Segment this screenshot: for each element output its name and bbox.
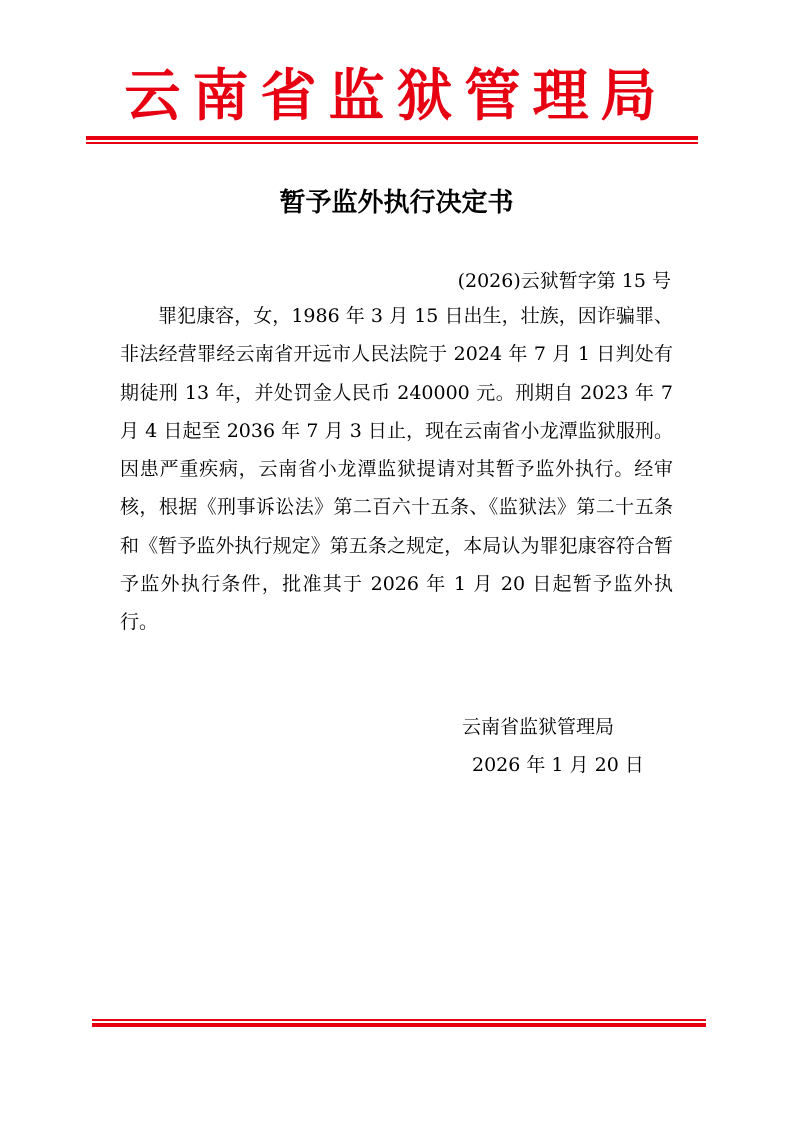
document-title: 暂予监外执行决定书 (279, 188, 514, 218)
top-red-rule-thin (86, 142, 698, 144)
document-body: 罪犯康容，女，1986 年 3 月 15 日出生，壮族，因诈骗罪、非法经营罪经云南省开远市人民法院于 2024 年 7 月 1 日判处有期徒刑 13 年，并处罚金人民币 240000 元。刑期自 2023 年 7 月 4 日起至 2036 年 7 月 3 日止，现在云南省小龙潭监狱服刑。因患严重疾病，云南省小龙潭监狱提请对其暂予监外执行。经审核，根据《刑事诉讼法》第二百六十五条、《监狱法》第二十五条和《暂予监外执行规定》第五条之规定，本局认为罪犯康容符合暂予监外执行条件，批准其于 2026 年 1 月 20 日起暂予监外执行。 (120, 305, 673, 634)
document-number: (2026)云狱暂字第 15 号 (457, 270, 671, 292)
signature-organization: 云南省监狱管理局 (462, 716, 615, 738)
signature-date: 2026 年 1 月 20 日 (472, 754, 644, 776)
bottom-red-rule-thin (92, 1019, 706, 1021)
issuer-masthead: 云南省监狱管理局 (124, 64, 669, 129)
top-red-rule-thick (86, 136, 698, 140)
bottom-red-rule-thick (92, 1023, 706, 1027)
